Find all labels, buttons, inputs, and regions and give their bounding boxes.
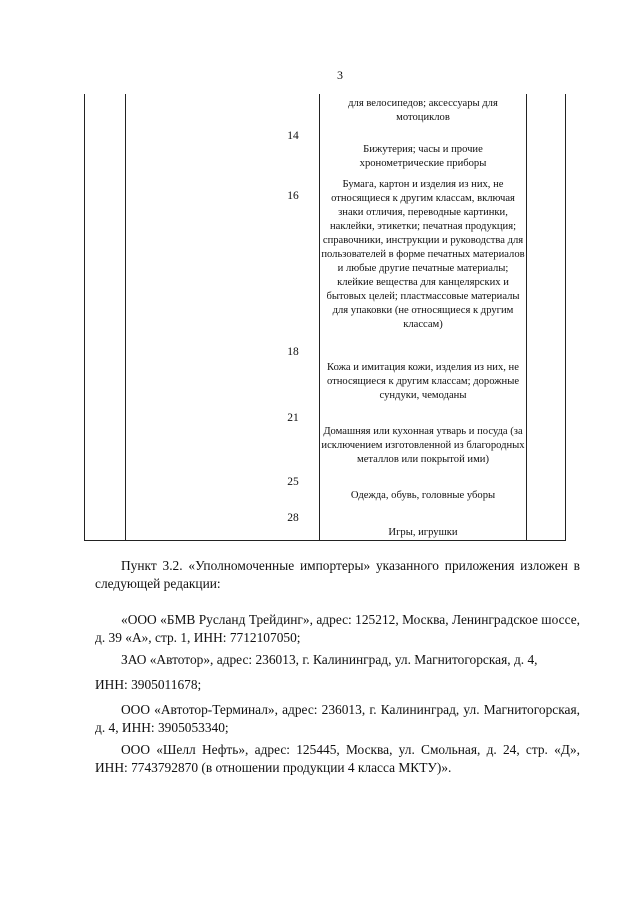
table-row-goods: для велосипедов; аксессуары для мотоциклов [348,98,498,123]
paragraph-shell: ООО «Шелл Нефть», адрес: 125445, Москва, ул. Смольная, д. 24, стр. «Д», ИНН: 7743792870 (в отношении продукции 4 класса МКТУ)». [95,742,580,775]
table-row-class-number: 14 [287,130,299,142]
table-row-class-number: 28 [287,512,299,524]
paragraph-avtotor-terminal: ООО «Автотор-Терминал», адрес: 236013, г. Калининград, ул. Магнитогорская, д. 4, ИНН: 3905053340; [95,702,580,735]
table-divider [526,94,527,540]
table-row-goods: Домашняя или кухонная утварь и посуда (за исключением изготовленной из благородных металлов или покрытой ими) [321,426,525,465]
table-row-goods: Бижутерия; часы и прочие хронометрические приборы [359,144,487,169]
table-row-goods: Игры, игрушки [388,527,458,538]
goods-classes-table [84,94,566,541]
paragraph-importers-heading: Пункт 3.2. «Уполномоченные импортеры» указанного приложения изложен в следующей редакции: [95,558,580,591]
table-row-goods: Кожа и имитация кожи, изделия из них, не относящиеся к другим классам; дорожные сундуки, чемоданы [326,362,520,401]
table-row-class-number: 21 [287,412,299,424]
table-row-class-number: 16 [287,190,299,202]
table-row-goods: Бумага, картон и изделия из них, не относящиеся к другим классам, включая знаки отличия, переводные картинки, наклейки, этикетки; печатная продукция; справочники, инструкции и руководства для пользователей в форме печатных материалов и любые другие печатные материалы; клейкие вещества для канцелярских и бытовых целей; пластмассовые материалы для упаковки (не относящиеся к другим классам) [321,179,525,330]
paragraph-avtotor-inn: ИНН: 3905011678; [95,677,202,692]
paragraph-bmw: «ООО «БМВ Русланд Трейдинг», адрес: 125212, Москва, Ленинградское шоссе, д. 39 «А», стр. 1, ИНН: 7712107050; [95,612,580,645]
table-row-goods: Одежда, обувь, головные уборы [350,490,496,501]
page-number: 3 [337,68,343,82]
paragraph-avtotor: ЗАО «Автотор», адрес: 236013, г. Калининград, ул. Магнитогорская, д. 4, [121,652,538,667]
table-row-class-number: 25 [287,476,299,488]
table-divider [125,94,126,540]
table-row-class-number: 18 [287,346,299,358]
table-divider [319,94,320,540]
